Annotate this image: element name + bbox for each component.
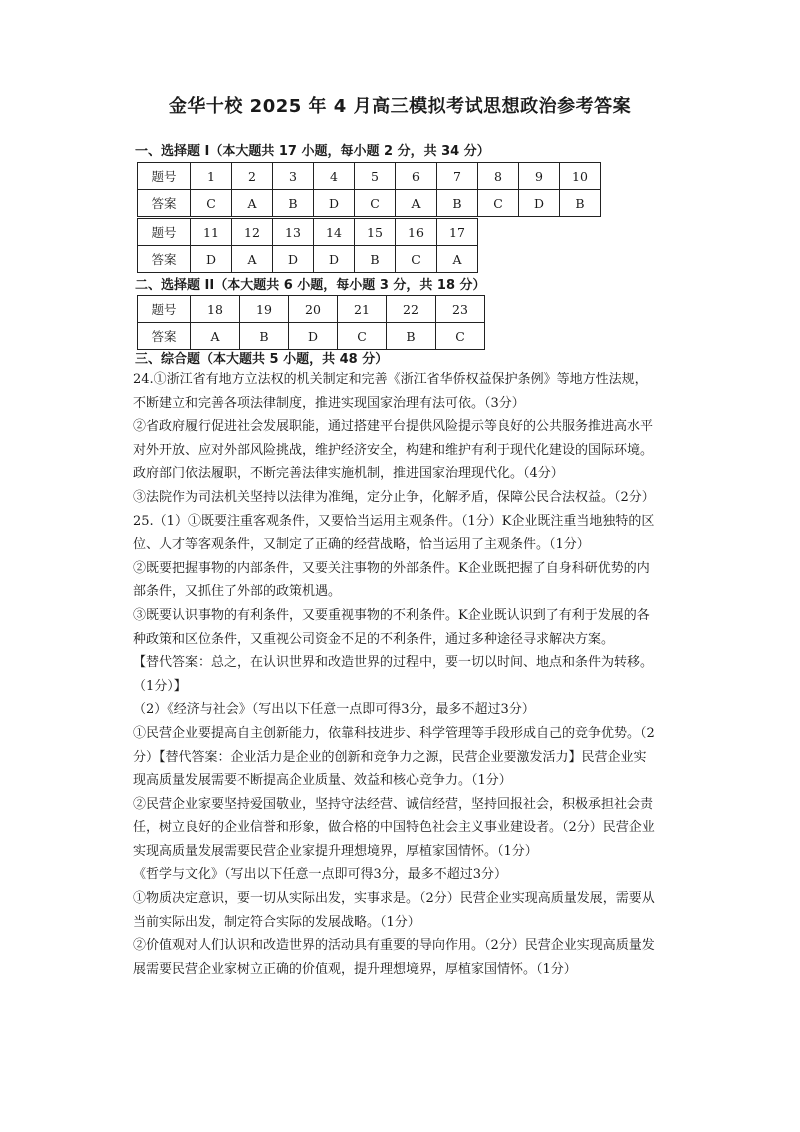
answer-line: ③既要认识事物的有利条件，又要重视事物的不利条件。K企业既认识到了有利于发展的各 <box>133 607 650 623</box>
answer-line: 种政策和区位条件，又重视公司资金不足的不利条件，通过多种途径寻求解决方案。 <box>133 631 615 647</box>
table-cell: D <box>314 246 355 273</box>
table-cell: 题号 <box>138 296 191 323</box>
section-1-heading: 一、选择题 I（本大题共 17 小题，每小题 2 分，共 34 分） <box>135 144 490 159</box>
answer-line: ②民营企业家要坚持爱国敬业，坚持守法经营、诚信经营，坚持回报社会，积极承担社会责 <box>133 796 654 812</box>
table-cell: A <box>396 190 437 217</box>
table-cell: 18 <box>191 296 240 323</box>
table-cell: 3 <box>273 163 314 190</box>
table-cell: 题号 <box>138 219 191 246</box>
section-3-heading: 三、综合题（本大题共 5 小题，共 48 分） <box>135 352 389 367</box>
table-cell: C <box>478 190 519 217</box>
table-cell: C <box>436 323 485 350</box>
answer-line: 分）【替代答案：企业活力是企业的创新和竞争力之源，民营企业要激发活力】民营企业实 <box>133 749 647 765</box>
table-cell: 7 <box>437 163 478 190</box>
table-cell: B <box>355 246 396 273</box>
table-cell: 12 <box>232 219 273 246</box>
table-cell: 4 <box>314 163 355 190</box>
table-cell: 9 <box>519 163 560 190</box>
section-2-answer-table <box>137 295 485 350</box>
table-cell: 15 <box>355 219 396 246</box>
answer-line: ②既要把握事物的内部条件，又要关注事物的外部条件。K企业既把握了自身科研优势的内 <box>133 560 650 576</box>
table-cell: 1 <box>191 163 232 190</box>
table-cell: 23 <box>436 296 485 323</box>
table-cell: D <box>273 246 314 273</box>
answer-line: 展需要民营企业家树立正确的价值观，提升理想境界，厚植家国情怀。（1分） <box>133 961 577 977</box>
section-1-answer-table-continued <box>137 218 478 273</box>
answer-line: 现高质量发展需要不断提高企业质量、效益和核心竞争力。（1分） <box>133 773 512 789</box>
table-cell: A <box>232 190 273 217</box>
table-cell: 14 <box>314 219 355 246</box>
answer-line: 当前实际出发，制定符合实际的发展战略。（1分） <box>133 914 421 930</box>
table-cell: B <box>437 190 478 217</box>
answer-line: 政府部门依法履职，不断完善法律实施机制，推进国家治理现代化。（4分） <box>133 466 564 482</box>
answer-line: 对外开放、应对外部风险挑战，维护经济安全，构建和维护有利于现代化建设的国际环境。 <box>133 442 654 458</box>
table-row <box>138 219 478 246</box>
table-cell: C <box>191 190 232 217</box>
answer-line: 24.①浙江省有地方立法权的机关制定和完善《浙江省华侨权益保护条例》等地方性法规， <box>133 372 648 387</box>
table-cell: 5 <box>355 163 396 190</box>
table-cell: 19 <box>240 296 289 323</box>
table-cell: C <box>355 190 396 217</box>
table-cell: 16 <box>396 219 437 246</box>
answer-line: 不断建立和完善各项法律制度，推进实现国家治理有法可依。（3分） <box>133 395 525 411</box>
table-cell: B <box>240 323 289 350</box>
table-cell: D <box>289 323 338 350</box>
table-cell: C <box>396 246 437 273</box>
table-cell: 20 <box>289 296 338 323</box>
table-cell: 答案 <box>138 190 191 217</box>
answer-line: 【替代答案：总之，在认识世界和改造世界的过程中，要一切以时间、地点和条件为转移。 <box>133 655 654 671</box>
table-row <box>138 163 601 190</box>
table-cell: B <box>273 190 314 217</box>
answer-line: 位、人才等客观条件，又制定了正确的经营战略，恰当运用了主观条件。（1分） <box>133 537 590 553</box>
answer-line: 任，树立良好的企业信誉和形象，做合格的中国特色社会主义事业建设者。（2分）民营企业 <box>133 820 655 836</box>
table-cell: 11 <box>191 219 232 246</box>
table-cell: A <box>232 246 273 273</box>
answer-line: 实现高质量发展需要民营企业家提升理想境界，厚植家国情怀。（1分） <box>133 843 538 859</box>
table-cell: 答案 <box>138 323 191 350</box>
answer-line: ①物质决定意识，要一切从实际出发，实事求是。（2分）民营企业实现高质量发展，需要从 <box>133 891 655 907</box>
answer-line: 25.（1）①既要注重客观条件，又要恰当运用主观条件。（1分）K企业既注重当地独特的区 <box>133 513 655 529</box>
table-row <box>138 323 485 350</box>
answer-line: 部条件，又抓住了外部的政策机遇。 <box>133 584 342 600</box>
section-2-heading: 二、选择题 II（本大题共 6 小题，每小题 3 分，共 18 分） <box>135 278 486 293</box>
answer-line: ②价值观对人们认识和改造世界的活动具有重要的导向作用。（2分）民营企业实现高质量发 <box>133 938 655 954</box>
table-cell: C <box>338 323 387 350</box>
table-cell: 17 <box>437 219 478 246</box>
table-cell: 13 <box>273 219 314 246</box>
table-cell: 答案 <box>138 246 191 273</box>
table-cell: 6 <box>396 163 437 190</box>
answer-body-text <box>133 368 673 981</box>
table-cell: 8 <box>478 163 519 190</box>
table-cell: A <box>191 323 240 350</box>
table-cell: D <box>314 190 355 217</box>
answer-line: ②省政府履行促进社会发展职能，通过搭建平台提供风险提示等良好的公共服务推进高水平 <box>133 419 654 435</box>
table-cell: D <box>191 246 232 273</box>
table-cell: 22 <box>387 296 436 323</box>
table-cell: 2 <box>232 163 273 190</box>
section-1-answer-table <box>137 162 601 217</box>
table-cell: D <box>519 190 560 217</box>
table-cell: B <box>560 190 601 217</box>
answer-line: ①民营企业要提高自主创新能力，依靠科技进步、科学管理等手段形成自己的竞争优势。（2 <box>133 725 655 741</box>
answer-line: 《哲学与文化》（写出以下任意一点即可得3分，最多不超过3分） <box>133 867 508 883</box>
table-cell: A <box>437 246 478 273</box>
table-row <box>138 190 601 217</box>
table-cell: 题号 <box>138 163 191 190</box>
page-title: 金华十校 2025 年 4 月高三模拟考试思想政治参考答案 <box>168 96 632 117</box>
table-cell: 10 <box>560 163 601 190</box>
answer-line: （2）《经济与社会》（写出以下任意一点即可得3分，最多不超过3分） <box>133 702 535 718</box>
table-cell: 21 <box>338 296 387 323</box>
table-row <box>138 296 485 323</box>
table-row <box>138 246 478 273</box>
answer-line: （1分）】 <box>133 678 187 694</box>
table-cell: B <box>387 323 436 350</box>
answer-line: ③法院作为司法机关坚持以法律为准绳，定分止争，化解矛盾，保障公民合法权益。（2分） <box>133 489 655 505</box>
